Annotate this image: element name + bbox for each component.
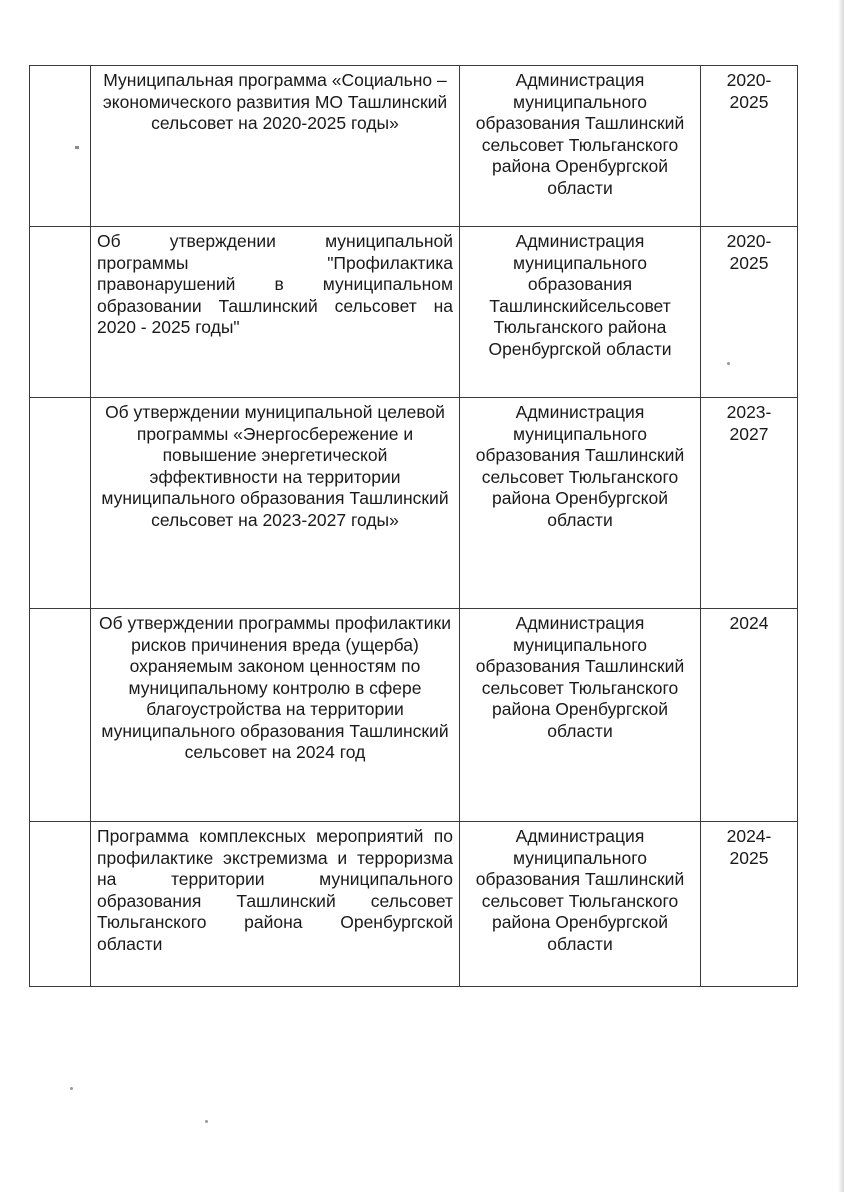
- program-name-cell: [91, 822, 460, 987]
- program-name: Об утверждении муниципальной целевой программы «Энергосбережение и повышение энергетической эффективности на территории муниципального образования Ташлинский сельсовет на 2023-2027 годы»: [101, 402, 449, 530]
- table-row: [30, 822, 798, 987]
- table-row: [30, 609, 798, 822]
- program-period: 2020-2025: [726, 70, 772, 112]
- program-name-cell: [91, 66, 460, 227]
- program-period: 2020-2025: [726, 231, 772, 273]
- period-cell: [701, 398, 798, 609]
- executor-name: Администрация муниципального образования Ташлинский сельсовет Тюльганского района Оренбургской области: [475, 70, 685, 198]
- program-period: 2023-2027: [726, 402, 772, 444]
- executor-cell: [460, 227, 701, 398]
- page-edge-shadow: [838, 0, 844, 1192]
- program-name: Об утверждении программы профилактики рисков причинения вреда (ущерба) охраняемым законом ценностям по муниципальному контролю в сфере благоустройства на территории муниципального образования Ташлинский сельсовет на 2024 год: [99, 613, 451, 762]
- program-name-cell: [91, 609, 460, 822]
- executor-name: Администрация муниципального образования Ташлинский сельсовет Тюльганского района Оренбургской области: [475, 613, 685, 741]
- table-row: [30, 227, 798, 398]
- row-number-cell: [30, 822, 91, 987]
- program-name-cell: [91, 227, 460, 398]
- row-number-cell: [30, 398, 91, 609]
- row-number-cell: [30, 66, 91, 227]
- programs-table: [29, 65, 798, 987]
- executor-cell: [460, 66, 701, 227]
- row-number-cell: [30, 609, 91, 822]
- period-cell: [701, 822, 798, 987]
- period-cell: [701, 66, 798, 227]
- scan-speck: [75, 146, 79, 149]
- program-name-cell: [91, 398, 460, 609]
- table-row: [30, 66, 798, 227]
- table-row: [30, 398, 798, 609]
- program-name: Программа комплексных мероприятий по профилактике экстремизма и терроризма на территории муниципального образования Ташлинский сельсовет Тюльганского района Оренбургской области: [97, 826, 453, 954]
- scan-speck: [205, 1120, 208, 1123]
- program-period: 2024: [729, 613, 769, 633]
- executor-name: Администрация муниципального образования Ташлинскийсельсовет Тюльганского района Оренбургской области: [488, 231, 672, 359]
- scan-speck: [70, 1087, 73, 1090]
- executor-cell: [460, 822, 701, 987]
- program-name: Об утверждении муниципальной программы "Профилактика правонарушений в муниципальном образовании Ташлинский сельсовет на 2020 - 2025 годы": [97, 231, 453, 337]
- executor-cell: [460, 609, 701, 822]
- period-cell: [701, 227, 798, 398]
- period-cell: [701, 609, 798, 822]
- program-name: Муниципальная программа «Социально –экономического развития МО Ташлинский сельсовет на 2020-2025 годы»: [102, 70, 448, 133]
- program-period: 2024-2025: [726, 826, 772, 868]
- executor-name: Администрация муниципального образования Ташлинский сельсовет Тюльганского района Оренбургской области: [475, 402, 685, 530]
- executor-name: Администрация муниципального образования Ташлинский сельсовет Тюльганского района Оренбургской области: [475, 826, 685, 954]
- executor-cell: [460, 398, 701, 609]
- row-number-cell: [30, 227, 91, 398]
